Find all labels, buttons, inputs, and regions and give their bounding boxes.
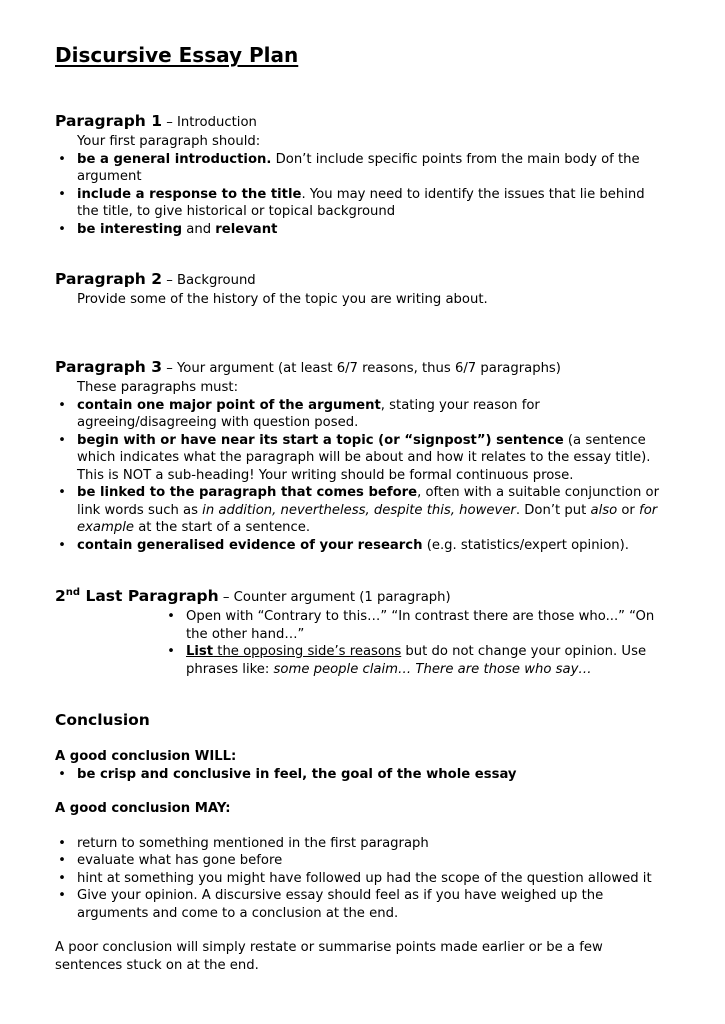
list-item <box>55 397 665 432</box>
heading-text: Last Paragraph <box>80 587 219 605</box>
item-text: (a sentence which indicates what the paragraph will be about and how it relates to the essay title). This is NOT a sub-heading! Your writing should be formal continuous prose. <box>77 432 651 483</box>
bullet-icon: • <box>58 221 66 237</box>
bullet-icon: • <box>58 151 66 167</box>
list-item <box>55 151 665 186</box>
bullet-list <box>55 397 665 555</box>
heading-subtitle: – Your argument (at least 6/7 reasons, thus 6/7 paragraphs) <box>162 361 561 376</box>
item-bold-text: be crisp and conclusive in feel, the goal of the whole essay <box>77 766 517 782</box>
bullet-list <box>55 151 665 239</box>
bullet-icon: • <box>58 888 66 903</box>
item-italic-text: for example <box>77 502 658 535</box>
section-intro: These paragraphs must: <box>77 380 239 395</box>
item-italic-text: also <box>590 502 618 518</box>
bullet-icon: • <box>167 609 175 624</box>
heading-ordinal-suffix: nd <box>65 586 81 598</box>
bullet-icon: • <box>58 870 66 886</box>
list-item <box>164 608 665 643</box>
heading-subtitle: – Counter argument (1 paragraph) <box>218 590 451 605</box>
item-bold-text: List <box>186 644 214 659</box>
item-text: return to something mentioned in the first paragraph <box>77 835 429 851</box>
section-intro: Your first paragraph should: <box>77 134 261 149</box>
list-item <box>55 186 665 221</box>
item-bold-text: begin with or have near its start a topic (or “signpost”) sentence <box>77 432 564 448</box>
item-text: evaluate what has gone before <box>77 853 283 868</box>
item-text: at the start of a sentence. <box>134 520 311 535</box>
bullet-icon: • <box>58 485 66 500</box>
heading-label <box>55 587 219 605</box>
section-conclusion <box>55 710 665 974</box>
item-bold-text: contain generalised evidence of your research <box>77 537 423 553</box>
heading-label: Paragraph 2 <box>55 270 163 288</box>
bullet-icon: • <box>58 432 66 448</box>
section-heading <box>55 111 665 133</box>
item-bold-text: be linked to the paragraph that comes before <box>77 485 418 500</box>
conclusion-will-label: A good conclusion WILL: <box>55 749 237 764</box>
section-heading <box>55 357 665 379</box>
bullet-icon: • <box>58 186 66 202</box>
item-text: Don’t include specific points from the main body of the argument <box>77 151 640 184</box>
item-underlined-text: the opposing side’s reasons <box>213 644 402 659</box>
list-item <box>55 887 665 922</box>
item-italic-text: in addition, nevertheless, despite this, however <box>202 502 516 518</box>
item-bold-text: include a response to the title <box>77 186 302 202</box>
list-item <box>55 537 665 555</box>
item-text: and <box>182 221 216 237</box>
heading-subtitle: – Introduction <box>162 115 257 130</box>
item-italic-text: some people claim… There are those who say… <box>273 661 592 677</box>
item-text: Give your opinion. A discursive essay should feel as if you have weighed up the arguments and come to a conclusion at the end. <box>77 888 604 921</box>
heading-label: Paragraph 1 <box>55 112 163 130</box>
item-text: (e.g. statistics/expert opinion). <box>422 537 629 553</box>
item-text: . Don’t put <box>515 502 591 518</box>
list-item <box>164 643 665 678</box>
heading-subtitle: – Background <box>162 273 256 288</box>
list-item <box>55 766 665 784</box>
section-paragraph-1 <box>55 111 665 238</box>
item-text: . You may need to identify the issues that lie behind the title, to give historical or topical background <box>77 186 645 219</box>
list-item <box>55 852 665 870</box>
section-paragraph-2 <box>55 269 665 309</box>
section-heading: Conclusion <box>55 711 150 729</box>
bullet-icon: • <box>58 853 66 868</box>
bullet-icon: • <box>58 766 66 782</box>
conclusion-poor-note: A poor conclusion will simply restate or summarise points made earlier or be a few sentences stuck on at the end. <box>55 940 603 973</box>
item-text: but do not change your opinion. Use phrases like: <box>186 644 647 677</box>
item-text: or <box>617 502 640 518</box>
section-heading <box>55 586 665 608</box>
bullet-icon: • <box>167 644 175 659</box>
item-text: , stating your reason for agreeing/disagreeing with question posed. <box>77 397 540 430</box>
heading-number: 2 <box>55 587 66 605</box>
item-bold-text: relevant <box>215 221 278 237</box>
bullet-icon: • <box>58 835 66 851</box>
list-item <box>55 835 665 853</box>
list-item <box>55 484 665 537</box>
item-bold-text: contain one major point of the argument <box>77 397 381 413</box>
heading-label: Paragraph 3 <box>55 358 163 376</box>
item-text: hint at something you might have followed up had the scope of the question allowed it <box>77 870 652 886</box>
conclusion-may-label: A good conclusion MAY: <box>55 801 231 816</box>
item-bold-text: be a general introduction. <box>77 151 272 167</box>
list-item <box>55 870 665 888</box>
list-item <box>55 432 665 485</box>
page-title: Discursive Essay Plan <box>55 43 299 67</box>
item-bold-text: be interesting <box>77 221 183 237</box>
section-second-last-paragraph <box>55 586 665 678</box>
item-text: , often with a suitable conjunction or link words such as <box>77 485 659 518</box>
section-intro: Provide some of the history of the topic you are writing about. <box>77 292 488 307</box>
item-text: Open with “Contrary to this…” “In contrast there are those who...” “On the other hand…” <box>186 609 655 642</box>
bullet-icon: • <box>58 397 66 413</box>
section-paragraph-3 <box>55 357 665 554</box>
bullet-list <box>55 766 665 784</box>
bullet-icon: • <box>58 537 66 553</box>
bullet-list <box>164 608 665 678</box>
list-item <box>55 221 665 239</box>
bullet-list <box>55 835 665 923</box>
section-heading <box>55 269 665 291</box>
